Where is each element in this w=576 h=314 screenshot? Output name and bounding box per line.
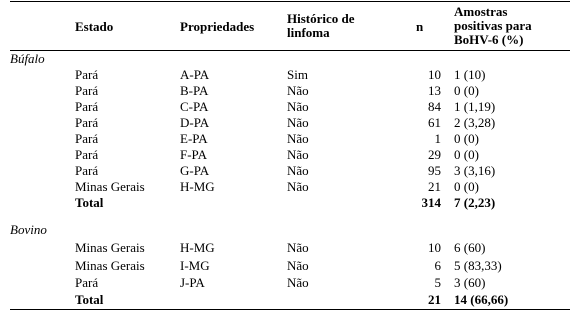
cell-n: 84 <box>428 99 441 114</box>
table-bottom-rule <box>10 309 570 310</box>
cell-estado: Pará <box>75 67 99 82</box>
cell-propriedade: G-PA <box>180 163 210 178</box>
cell-n: 61 <box>428 115 441 130</box>
cell-propriedade: F-PA <box>180 147 207 162</box>
cell-estado: Pará <box>75 131 99 146</box>
header-amostras-line1: Amostras <box>454 4 508 19</box>
cell-n: 10 <box>428 240 441 255</box>
header-amostras-line2: positivas para <box>454 18 532 33</box>
cell-n: 21 <box>428 179 441 194</box>
cell-propriedade: I-MG <box>180 258 210 273</box>
header-propriedades: Propriedades <box>180 19 255 34</box>
cell-positivas: 5 (83,33) <box>454 258 502 273</box>
cell-estado: Pará <box>75 99 99 114</box>
group-label-bovino: Bovino <box>10 222 47 237</box>
total-label: Total <box>75 195 104 210</box>
cell-estado: Pará <box>75 163 99 178</box>
header-amostras-line3: BoHV-6 (%) <box>454 32 524 47</box>
cell-propriedade: B-PA <box>180 83 209 98</box>
header-n: n <box>416 19 424 34</box>
cell-historico: Não <box>287 147 309 162</box>
table-top-rule <box>10 1 570 2</box>
cell-positivas: 3 (60) <box>454 275 486 290</box>
cell-historico: Não <box>287 258 309 273</box>
cell-propriedade: D-PA <box>180 115 210 130</box>
cell-n: 29 <box>428 147 441 162</box>
cell-propriedade: J-PA <box>180 275 205 290</box>
total-positivas: 7 (2,23) <box>454 195 496 210</box>
cell-historico: Não <box>287 83 309 98</box>
total-positivas: 14 (66,66) <box>454 292 509 307</box>
cell-positivas: 0 (0) <box>454 131 479 146</box>
cell-historico: Sim <box>287 67 308 82</box>
table-header-rule <box>10 50 570 51</box>
cell-n: 5 <box>434 275 441 290</box>
group-label-bufalo: Búfalo <box>10 51 45 66</box>
cell-propriedade: C-PA <box>180 99 209 114</box>
cell-positivas: 0 (0) <box>454 179 479 194</box>
cell-positivas: 0 (0) <box>454 83 479 98</box>
cell-positivas: 3 (3,16) <box>454 163 496 178</box>
cell-historico: Não <box>287 179 309 194</box>
cell-positivas: 6 (60) <box>454 240 486 255</box>
cell-propriedade: A-PA <box>180 67 210 82</box>
header-historico-line1: Histórico de <box>287 11 355 26</box>
cell-n: 13 <box>428 83 441 98</box>
total-n: 314 <box>421 195 441 210</box>
cell-n: 6 <box>434 258 441 273</box>
cell-n: 1 <box>434 131 441 146</box>
cell-estado: Minas Gerais <box>75 258 145 273</box>
cell-historico: Não <box>287 275 309 290</box>
cell-estado: Pará <box>75 147 99 162</box>
cell-estado: Pará <box>75 83 99 98</box>
total-label: Total <box>75 292 104 307</box>
cell-historico: Não <box>287 163 309 178</box>
cell-n: 10 <box>428 67 441 82</box>
cell-n: 95 <box>428 163 441 178</box>
cell-propriedade: E-PA <box>180 131 208 146</box>
header-estado: Estado <box>75 19 114 34</box>
cell-propriedade: H-MG <box>180 240 215 255</box>
header-historico-line2: linfoma <box>287 25 330 40</box>
cell-positivas: 0 (0) <box>454 147 479 162</box>
cell-estado: Pará <box>75 115 99 130</box>
cell-estado: Minas Gerais <box>75 179 145 194</box>
cell-historico: Não <box>287 240 309 255</box>
cell-propriedade: H-MG <box>180 179 215 194</box>
total-n: 21 <box>428 292 441 307</box>
cell-historico: Não <box>287 115 309 130</box>
cell-historico: Não <box>287 131 309 146</box>
cell-estado: Minas Gerais <box>75 240 145 255</box>
cell-positivas: 2 (3,28) <box>454 115 496 130</box>
cell-positivas: 1 (10) <box>454 67 486 82</box>
cell-historico: Não <box>287 99 309 114</box>
cell-positivas: 1 (1,19) <box>454 99 496 114</box>
cell-estado: Pará <box>75 275 99 290</box>
